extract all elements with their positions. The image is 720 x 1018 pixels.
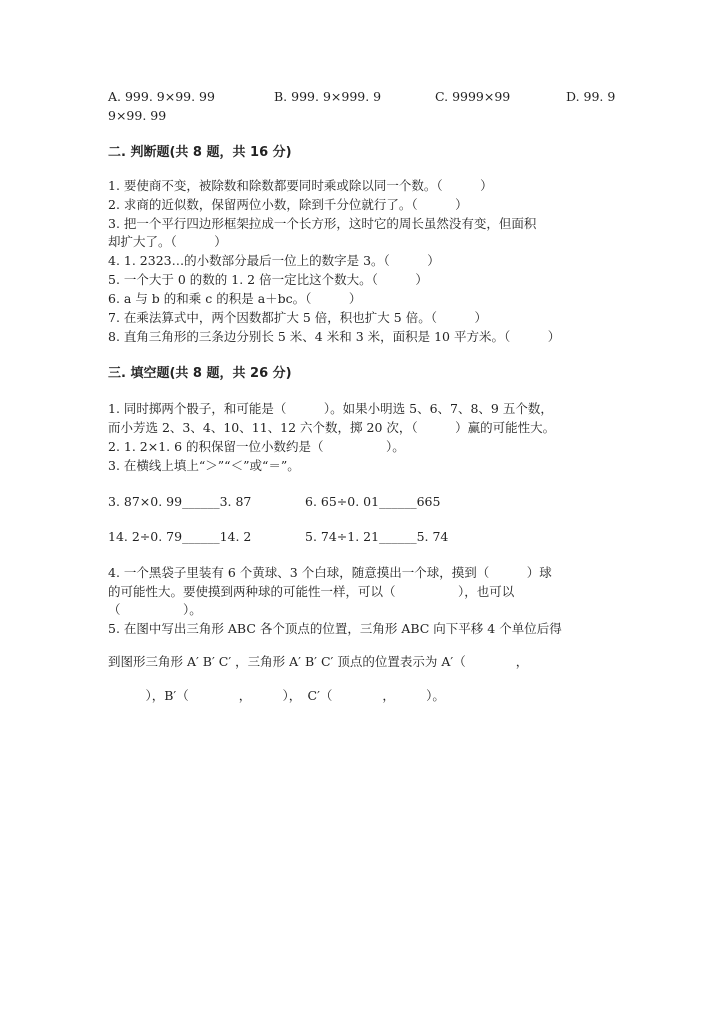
option-a: A. 999. 9×99. 99	[108, 89, 215, 104]
question-line: 8. 直角三角形的三条边分别长 5 米、4 米和 3 米，面积是 10 平方米。（ ）	[108, 329, 561, 344]
question-line: 却扩大了。（ ）	[108, 234, 227, 249]
option-c: C. 9999×99	[435, 89, 511, 104]
question-line: 5. 在图中写出三角形 ABC 各个顶点的位置，三角形 ABC 向下平移 4 个单位后得	[108, 621, 562, 636]
question-line: 3. 在横线上填上“＞”“＜”或“＝”。	[108, 458, 300, 473]
comparison-item: 6. 65÷0. 01______665	[305, 494, 441, 509]
question-line: 4. 1. 2323…的小数部分最后一位上的数字是 3。（ ）	[108, 253, 440, 268]
question-line: 1. 要使商不变，被除数和除数都要同时乘或除以同一个数。（ ）	[108, 178, 493, 193]
comparison-item: 14. 2÷0. 79______14. 2	[108, 529, 252, 544]
question-line: ），B′（ ， ）， C′（ ， ）。	[108, 688, 445, 703]
comparison-item: 3. 87×0. 99______3. 87	[108, 494, 252, 509]
question-line: 5. 一个大于 0 的数的 1. 2 倍一定比这个数大。（ ）	[108, 272, 428, 287]
question-line: 到图形三角形 A′ B′ C′ ，三角形 A′ B′ C′ 顶点的位置表示为 A′（ ，	[108, 654, 529, 669]
section-2-title: 二. 判断题(共 8 题，共 16 分)	[108, 145, 292, 160]
option-d-continued: 9×99. 99	[108, 108, 167, 123]
question-line: 7. 在乘法算式中，两个因数都扩大 5 倍，积也扩大 5 倍。（ ）	[108, 310, 487, 325]
question-line: 2. 求商的近似数，保留两位小数，除到千分位就行了。（ ）	[108, 197, 468, 212]
section-3-title: 三. 填空题(共 8 题，共 26 分)	[108, 366, 292, 381]
option-b: B. 999. 9×999. 9	[274, 89, 382, 104]
question-line: 而小芳选 2、3、4、10、11、12 六个数，掷 20 次，（ ）赢的可能性大。	[108, 420, 556, 435]
question-line: 2. 1. 2×1. 6 的积保留一位小数约是（ ）。	[108, 439, 405, 454]
question-line: （ ）。	[108, 602, 202, 617]
question-line: 3. 把一个平行四边形框架拉成一个长方形，这时它的周长虽然没有变，但面积	[108, 216, 537, 231]
question-line: 的可能性大。要使摸到两种球的可能性一样，可以（ ），也可以	[108, 584, 515, 599]
question-line: 6. a 与 b 的和乘 c 的积是 a＋bc。（ ）	[108, 291, 362, 306]
comparison-item: 5. 74÷1. 21______5. 74	[305, 529, 449, 544]
option-d: D. 99. 9	[566, 89, 616, 104]
question-line: 1. 同时掷两个骰子，和可能是（ ）。如果小明选 5、6、7、8、9 五个数，	[108, 401, 553, 416]
question-line: 4. 一个黑袋子里装有 6 个黄球、3 个白球，随意摸出一个球，摸到（ ）球	[108, 565, 552, 580]
